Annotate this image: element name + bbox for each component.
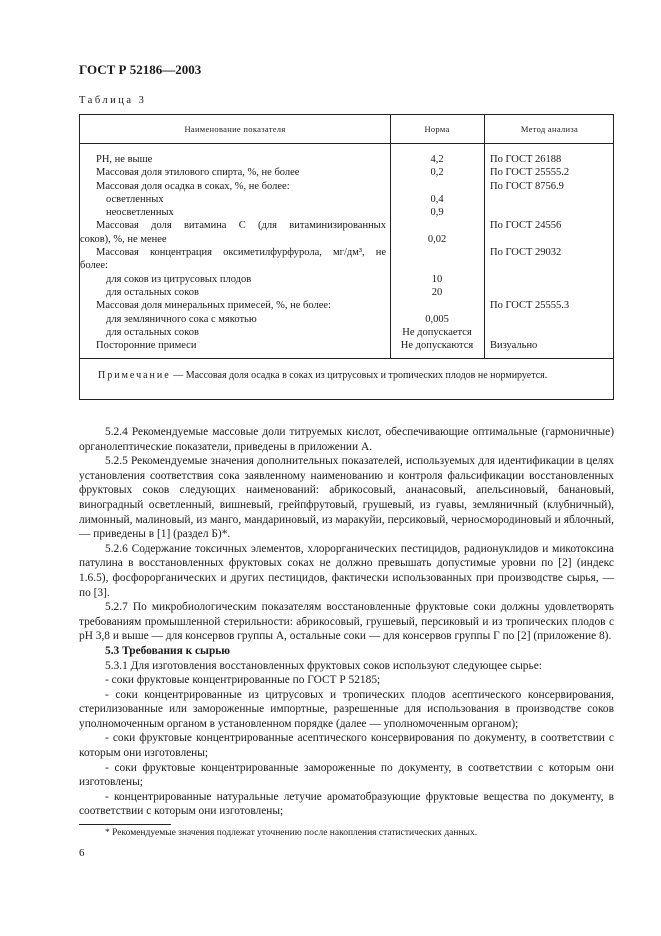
indicator-name: Массовая доля минеральных примесей, %, не более: bbox=[96, 300, 331, 312]
note-label: Примечание bbox=[98, 370, 171, 381]
indicator-name: PH, не выше bbox=[96, 154, 153, 165]
table-row bbox=[80, 339, 615, 352]
norm-value: 20 bbox=[431, 286, 443, 298]
document-header: ГОСТ Р 52186—2003 bbox=[79, 62, 202, 77]
analysis-method: По ГОСТ 25555.2 bbox=[490, 167, 570, 179]
indicator-name: для остальных соков bbox=[106, 326, 199, 338]
column-header-indicator: Наименование показателя bbox=[184, 124, 286, 134]
norm-value: 0,2 bbox=[430, 167, 444, 179]
table-note bbox=[98, 370, 547, 381]
column-header-method: Метод анализа bbox=[520, 124, 579, 134]
table-row bbox=[80, 233, 615, 246]
paragraph: - соки фруктовые концентрированные замороженные по документу, в соответствии с которым они изготовлены; bbox=[79, 761, 614, 789]
table-row bbox=[80, 206, 615, 219]
norm-value: Не допускается bbox=[402, 326, 472, 338]
table-row bbox=[80, 246, 615, 259]
analysis-method: По ГОСТ 29032 bbox=[490, 247, 562, 259]
body-text bbox=[79, 425, 614, 819]
indicator-name: Массовая доля витамина С (для витаминизированных bbox=[96, 220, 386, 232]
norm-value: Не допускаются bbox=[400, 340, 474, 352]
page-number: 6 bbox=[79, 847, 85, 859]
analysis-method: По ГОСТ 24556 bbox=[490, 220, 562, 232]
analysis-method: По ГОСТ 8756.9 bbox=[490, 180, 564, 192]
table-row bbox=[80, 180, 615, 193]
indicator-name: для остальных соков bbox=[106, 286, 199, 298]
footnote: * Рекомендуемые значения подлежат уточнению после накопления статистических данных. bbox=[105, 828, 478, 838]
paragraph: 5.2.7 По микробиологическим показателям восстановленные фруктовые соки должны удовлетворять требованиям промышленной стерильности: абрикосовый, грушевый, персиковый и из тропических плодов с рН 3,8 и выше — для консервов группы А, остальные соки — для консервов группы Г по [2] (приложение 8). bbox=[79, 601, 614, 643]
table-caption: Таблица 3 bbox=[79, 95, 147, 106]
table-row bbox=[80, 286, 615, 299]
note-text: — Массовая доля осадка в соках из цитрусовых и тропических плодов не нормируется. bbox=[170, 370, 548, 381]
indicator-name: Массовая доля осадка в соках, %, не более: bbox=[96, 180, 290, 192]
note-rule bbox=[80, 358, 613, 359]
indicator-name: для земляничного сока с мякотью bbox=[106, 313, 257, 325]
analysis-method: По ГОСТ 25555.3 bbox=[490, 300, 570, 312]
norm-value: 0,005 bbox=[425, 313, 449, 325]
section-heading: 5.3 Требования к сырью bbox=[105, 644, 231, 657]
indicator-name: осветленных bbox=[106, 193, 164, 205]
indicator-name: Массовая доля этилового спирта, %, не более bbox=[96, 167, 300, 179]
table-row bbox=[80, 273, 615, 286]
analysis-method: Визуально bbox=[490, 340, 538, 352]
data-table bbox=[79, 114, 614, 400]
paragraph: 5.2.5 Рекомендуемые значения дополнительных показателей, используемых для идентификации в целях установления соответствия сока заявленному наименованию и контроля фальсификации восстановленных фруктовых соков следующих наименований: абрикосовый, ананасовый, апельсиновый, банановый, виноградный осветленный, вишневый, грейпфрутовый, грушевый, из гуавы, земляничный (клубничный), лимонный, малиновый, из манго, мандариновый, из маракуйи, персиковый, черносмородиновый и яблочный, — приведены в [1] (раздел Б)*. bbox=[79, 455, 614, 541]
footnote-rule bbox=[79, 824, 171, 825]
norm-value: 10 bbox=[431, 273, 443, 285]
paragraph: - соки фруктовые концентрированные по ГОСТ Р 52185; bbox=[105, 674, 381, 687]
paragraph: - соки концентрированные из цитрусовых и тропических плодов асептического консервирования, стерилизованные или замороженные импортные, разрешенные для использования в производстве соков уполномоченным органом в установленном порядке (далее — уполномоченным органом); bbox=[79, 688, 614, 730]
paragraph: 5.2.6 Содержание токсичных элементов, хлорорганических пестицидов, радионуклидов и микотоксина патулина в восстановленных фруктовых соках не должно превышать допустимые уровни по [2] (индекс 1.6.5), фосфорорганических и других пестицидов, фактически использованных при производстве сырья, — по [3]. bbox=[79, 542, 614, 599]
paragraph: 5.3.1 Для изготовления восстановленных фруктовых соков используют следующее сырье: bbox=[105, 659, 542, 672]
table-row bbox=[80, 153, 615, 166]
indicator-name: Посторонние примеси bbox=[96, 340, 197, 352]
table-body bbox=[80, 153, 615, 352]
table-row bbox=[80, 166, 615, 179]
norm-value: 0,9 bbox=[430, 207, 444, 219]
paragraph: - соки фруктовые концентрированные асептического консервирования по документу, в соответствии с которым они изготовлены; bbox=[79, 732, 614, 760]
table-row bbox=[80, 259, 615, 272]
norm-value: 4,2 bbox=[430, 154, 444, 165]
indicator-name: Массовая концентрация оксиметилфурфурола, мг/дм³, не bbox=[96, 247, 386, 259]
column-header-norm: Норма bbox=[424, 124, 450, 134]
table-row bbox=[80, 299, 615, 312]
table-row bbox=[80, 313, 615, 326]
norm-value: 0,4 bbox=[430, 193, 444, 205]
indicator-name: для соков из цитрусовых плодов bbox=[106, 273, 252, 285]
paragraph: 5.2.4 Рекомендуемые массовые доли титруемых кислот, обеспечивающие оптимальные (гармоничные) органолептические показатели, приведены в приложении А. bbox=[79, 426, 614, 453]
table-row bbox=[80, 326, 615, 339]
norm-value: 0,02 bbox=[427, 233, 447, 245]
header-rule bbox=[80, 143, 613, 144]
table-row bbox=[80, 193, 615, 206]
indicator-name: неосветленных bbox=[106, 207, 174, 219]
paragraph: - концентрированные натуральные летучие ароматобразующие фруктовые вещества по документу, в соответствии с которым они изготовлены; bbox=[79, 790, 614, 818]
indicator-name: соков), %, не менее bbox=[80, 233, 167, 245]
indicator-name: более: bbox=[80, 260, 108, 272]
analysis-method: По ГОСТ 26188 bbox=[490, 154, 562, 165]
table-row bbox=[80, 219, 615, 232]
